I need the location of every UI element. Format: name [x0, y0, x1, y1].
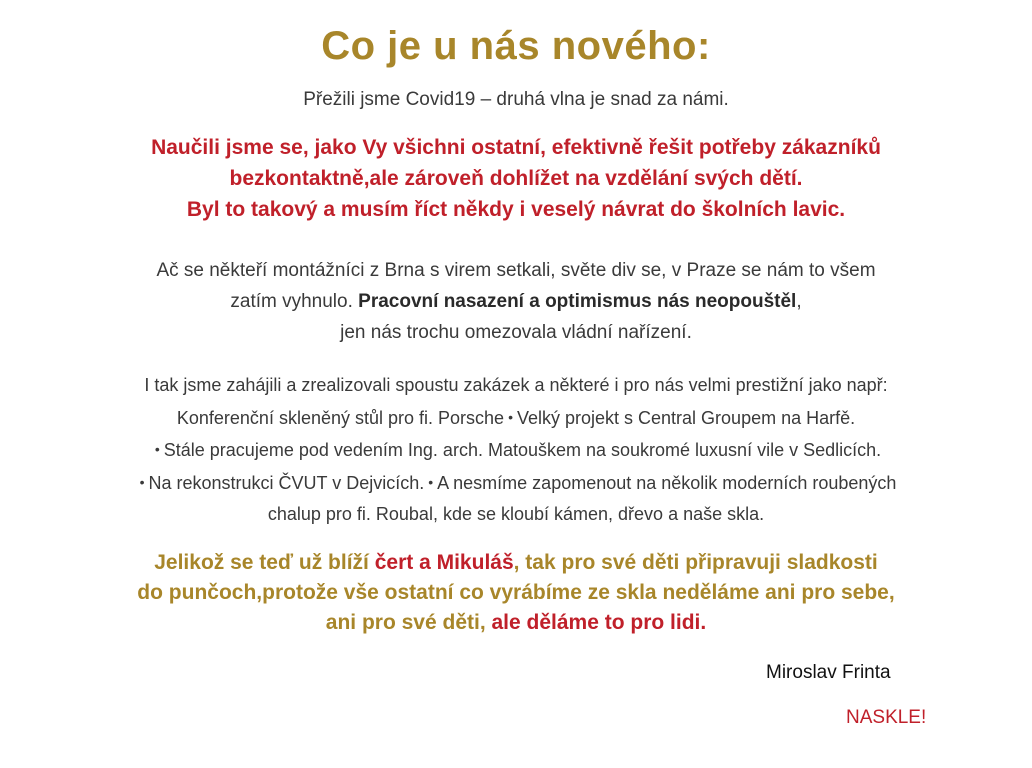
red-line-1: Naučili jsme se, jako Vy všichni ostatní, efektivně řešit potřeby zákazníků [151, 136, 881, 159]
gold-line-1-end: , tak pro své děti připravuji sladkosti [513, 551, 878, 574]
team-line-1: Ač se někteří montážníci z Brna s virem setkali, světe div se, v Praze se nám to všem [156, 260, 876, 281]
bullet-icon: • [428, 473, 434, 490]
project-item-sedlice: Stále pracujeme pod vedením Ing. arch. Matouškem na soukromé luxusní vile v Sedlicích. [163, 440, 882, 460]
bullet-icon: • [154, 441, 160, 457]
subtitle: Přežili jsme Covid19 – druhá vlna je snad za námi. [303, 89, 729, 110]
gold-line-1-start: Jelikož se teď už blíží [154, 551, 375, 574]
gold-line-3-start: ani pro své děti, [325, 611, 492, 634]
red-line-3: Byl to takový a musím říct někdy i veselý návrat do školních lavic. [186, 198, 846, 221]
team-line-2-start: zatím vyhnulo. [230, 291, 359, 312]
bullet-icon: • [508, 408, 513, 425]
signature: Miroslav Frinta [766, 662, 891, 683]
project-item-roubal-part1: A nesmíme zapomenout na několik moderních roubených [437, 472, 897, 493]
projects-line-2 [0, 402, 1032, 435]
gold-line-1-red: čert a Mikuláš [374, 551, 514, 574]
projects-line-4 [0, 467, 1032, 500]
team-line-2-bold: Pracovní nasazení a optimismus nás neopouštěl [358, 291, 797, 312]
team-paragraph [0, 255, 1032, 348]
company-name: NASKLE! [846, 707, 927, 728]
projects-line-3 [0, 434, 1032, 467]
gold-line-1 [0, 548, 1032, 578]
highlight-paragraph-red [0, 132, 1032, 225]
gold-line-2: do punčoch,protože vše ostatní co vyrábíme ze skla neděláme ani pro sebe, [137, 581, 895, 604]
projects-intro: I tak jsme zahájili a zrealizovali spoustu zakázek a některé i pro nás velmi prestižní jako např: [144, 375, 888, 395]
closing-paragraph-gold [0, 548, 1032, 638]
projects-paragraph [0, 370, 1032, 531]
team-line-2-end: , [796, 291, 802, 312]
project-item-central-group: Velký projekt s Central Groupem na Harfě. [516, 407, 856, 428]
gold-line-3-red: ale děláme to pro lidi. [491, 611, 707, 634]
gold-line-3 [0, 608, 1032, 638]
bullet-icon: • [139, 473, 145, 490]
red-line-2: bezkontaktně,ale zároveň dohlížet na vzdělání svých dětí. [229, 167, 803, 190]
team-line-3: jen nás trochu omezovala vládní nařízení. [340, 322, 692, 343]
project-item-roubal-part2: chalup pro fi. Roubal, kde se kloubí kámen, dřevo a naše skla. [267, 504, 765, 524]
project-item-cvut: Na rekonstrukci ČVUT v Dejvicích. [148, 472, 425, 493]
page-title: Co je u nás nového: [321, 24, 711, 68]
team-line-2 [0, 286, 1032, 317]
project-item-porsche: Konferenční skleněný stůl pro fi. Porsche [176, 407, 505, 428]
